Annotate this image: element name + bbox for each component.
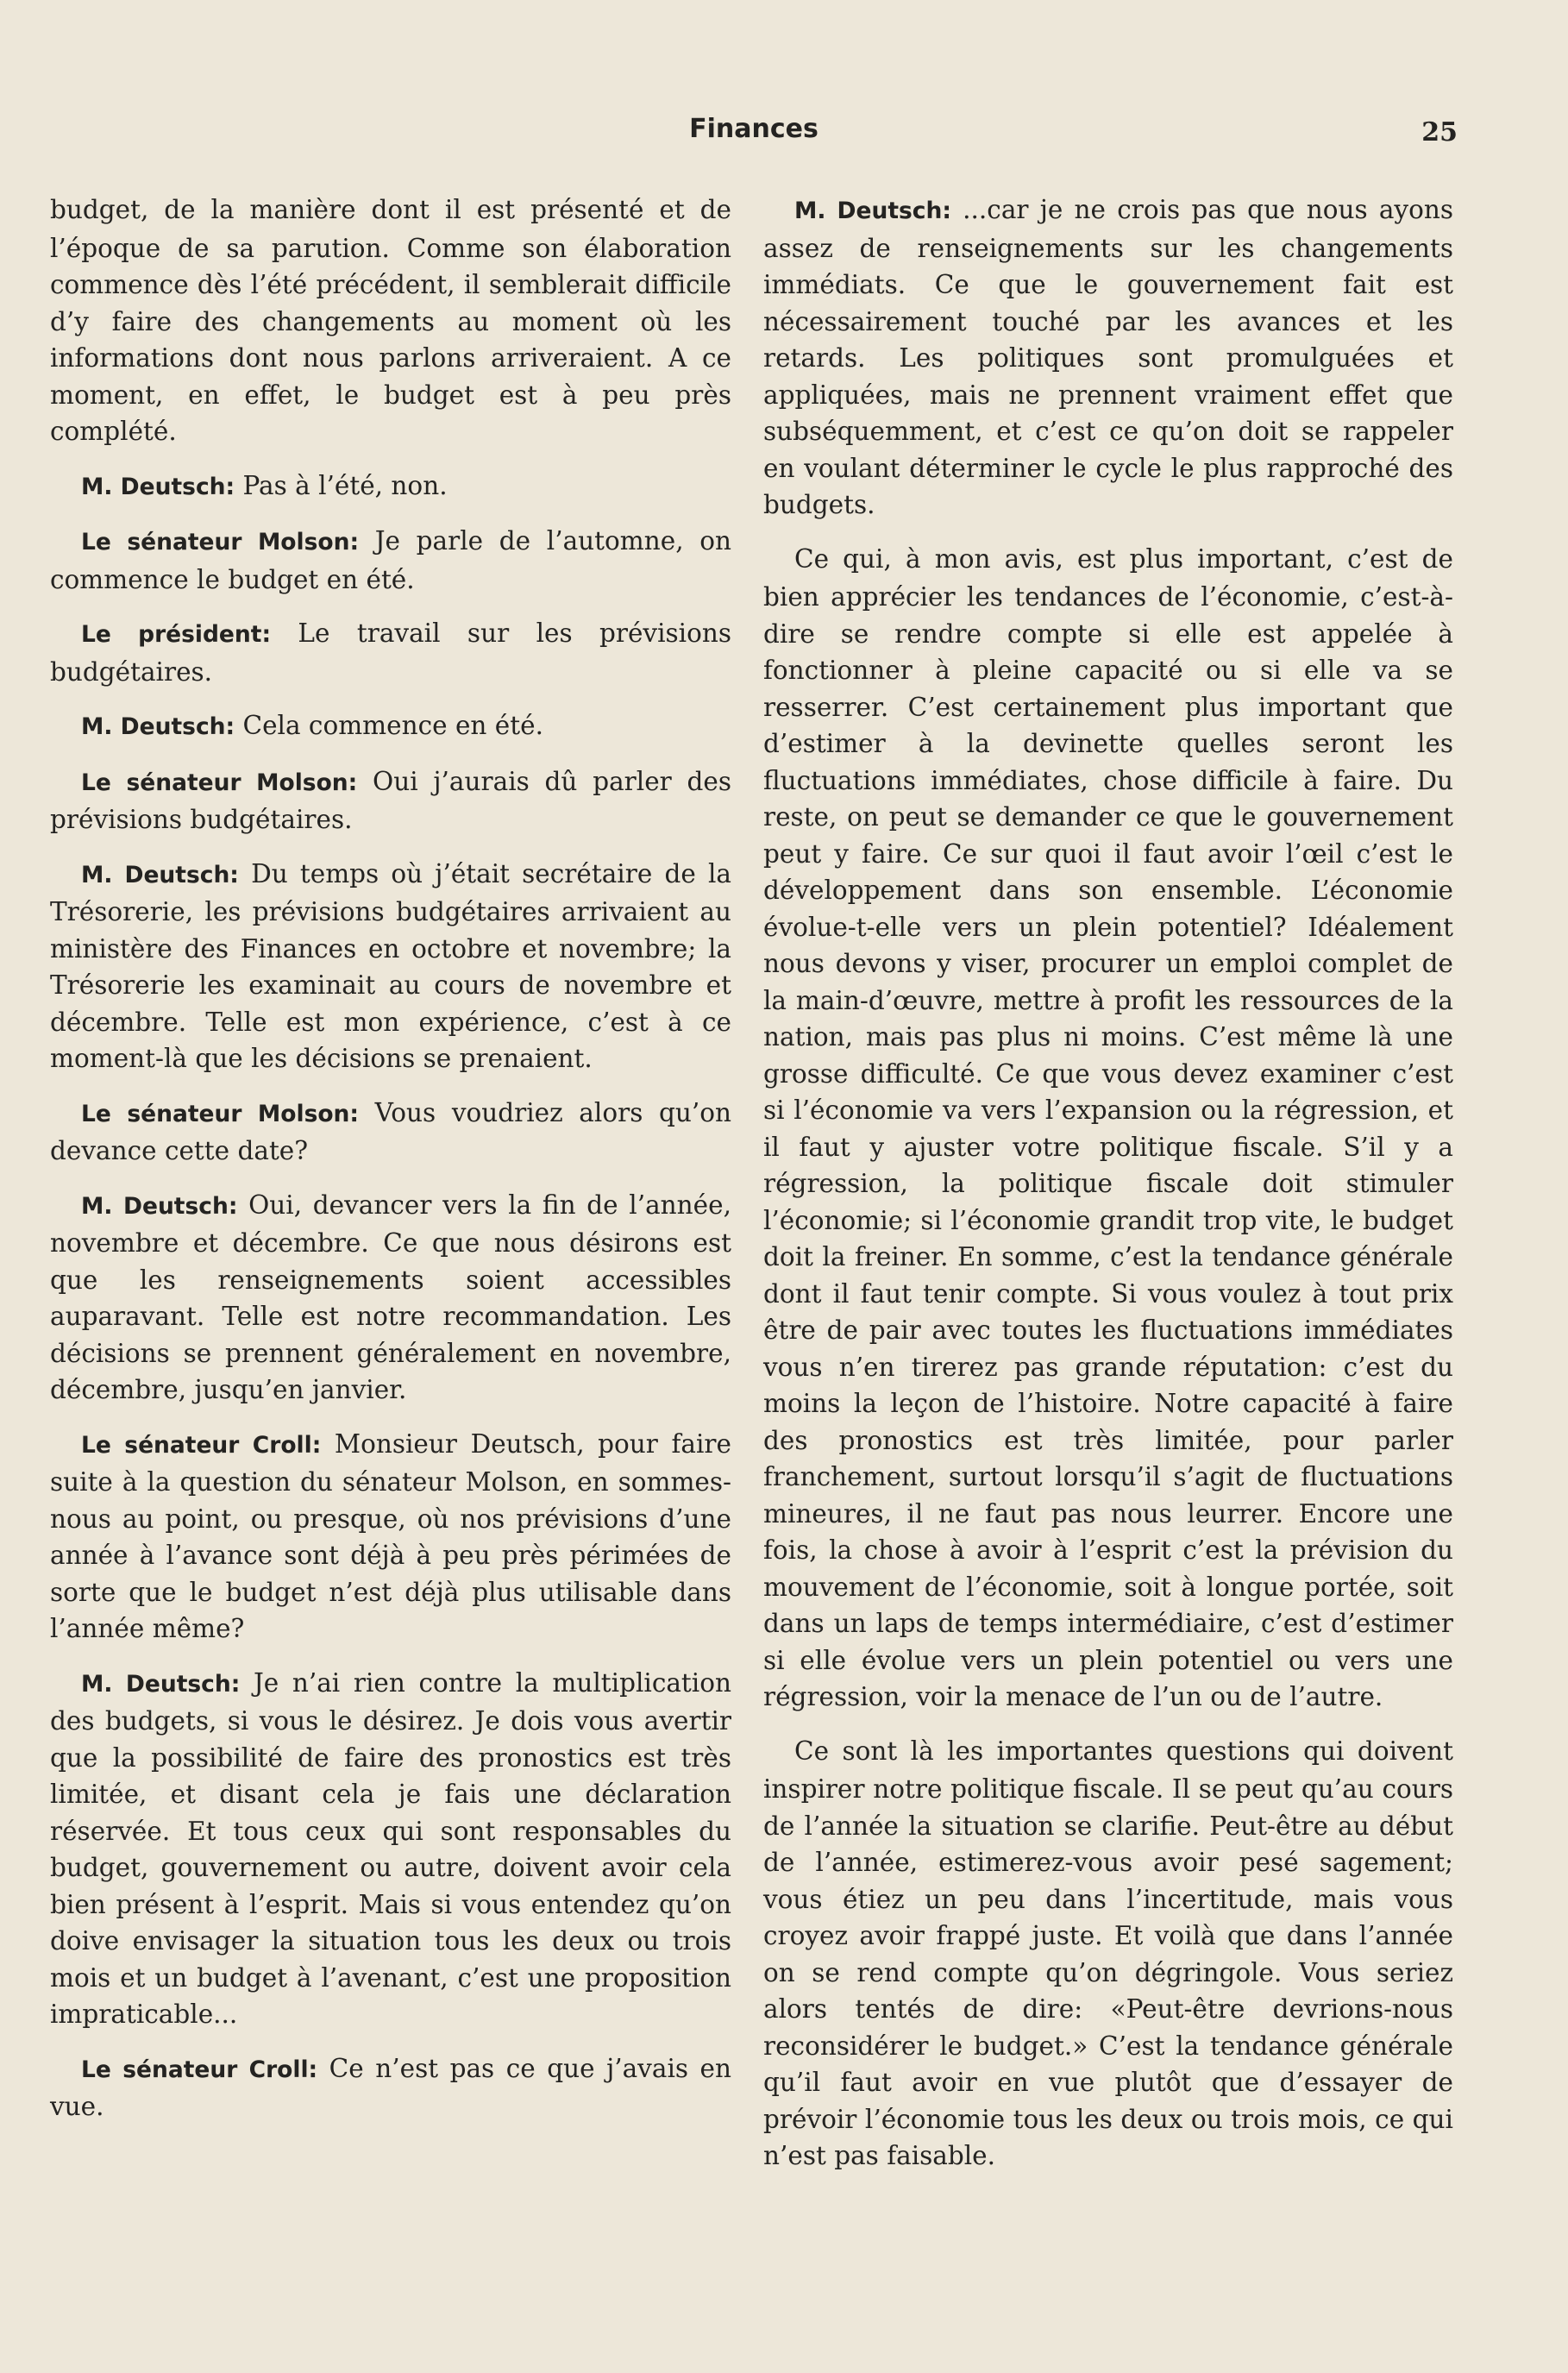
- paragraph: [50, 615, 731, 690]
- page-number: 25: [1421, 117, 1458, 148]
- paragraph: [50, 191, 731, 450]
- paragraph: [763, 1733, 1453, 2175]
- paragraph-text: Ce qui, à mon avis, est plus important, c’est de bien apprécier les tendances de l’économie, c’est-à-dire se rendre compte si elle est appelée à fonctionner à pleine capacité ou si elle va se resserrer. C’est certainement plus important que d’estimer à la devinette quelles seront les fluctuations immédiates, chose difficile à faire. Du reste, on peut se demander ce que le gouvernement peut y faire. Ce sur quoi il faut avoir l’œil c’est le développement dans son ensemble. L’économie évolue-t-elle vers un plein potentiel? Idéalement nous devons y viser, procurer un emploi complet de la main-d’œuvre, mettre à profit les ressources de la nation, mais pas plus ni moins. C’est même là une grosse difficulté. Ce que vous devez examiner c’est si l’économie va vers l’expansion ou la régression, et il faut y ajuster votre politique fiscale. S’il y a régression, la politique fiscale doit stimuler l’économie; si l’économie grandit trop vite, le budget doit la freiner. En somme, c’est la tendance générale dont il faut tenir compte. Si vous voulez à tout prix être de pair avec toutes les fluctuations immédiates vous n’en tirerez pas grande réputation: c’est du moins la leçon de l’histoire. Notre capacité à faire des pronostics est très limitée, pour parler franchement, surtout lorsqu’il s’agit de fluctuations mineures, il ne faut pas nous leurrer. Encore une fois, la chose à avoir à l’esprit c’est la prévision du mouvement de l’économie, soit à longue portée, soit dans un laps de temps intermédiaire, c’est d’estimer si elle évolue vers un plein potentiel ou vers une régression, voir la menace de l’un ou de l’autre.: [763, 543, 1453, 1711]
- paragraph: [50, 1187, 731, 1409]
- speaker-label: Le sénateur Croll:: [81, 2056, 318, 2083]
- paragraph-text: Je n’ai rien contre la multiplication des budgets, si vous le désirez. Je dois vous avertir que la possibilité de faire des pronostics est très limitée, et disant cela je fais une déclaration réservée. Et tous ceux qui sont responsables du budget, gouvernement ou autre, doivent avoir cela bien présent à l’esprit. Mais si vous entendez qu’on doive envisager la situation tous les deux ou trois mois et un budget à l’avenant, c’est une proposition impraticable...: [50, 1667, 731, 2029]
- speaker-label: M. Deutsch:: [81, 861, 239, 888]
- speaker-label: M. Deutsch:: [794, 198, 951, 224]
- paragraph-text: Oui j’aurais dû parler des prévisions budgétaires.: [50, 766, 732, 834]
- paragraph-text: Pas à l’été, non.: [235, 470, 448, 500]
- left-column: [50, 191, 731, 2143]
- paragraph: [50, 856, 731, 1077]
- running-title: Finances: [689, 114, 818, 144]
- paragraph: [50, 468, 731, 506]
- speaker-label: M. Deutsch:: [81, 1670, 241, 1698]
- speaker-label: M. Deutsch:: [81, 1192, 238, 1220]
- speaker-label: Le sénateur Croll:: [81, 1431, 322, 1459]
- speaker-label: Le sénateur Molson:: [81, 529, 360, 556]
- paragraph-text: Vous voudriez alors qu’on devance cette date?: [50, 1097, 731, 1165]
- speaker-label: M. Deutsch:: [81, 473, 235, 500]
- paragraph: [50, 1665, 731, 2033]
- paragraph: [50, 763, 731, 838]
- paragraph-text: Le travail sur les prévisions budgétaires.: [50, 618, 732, 687]
- paragraph: [50, 523, 731, 598]
- paragraph-text: Oui, devancer vers la fin de l’année, novembre et décembre. Ce que nous désirons est que les renseignements soient accessibles auparavant. Telle est notre recommandation. Les décisions se prennent généralement en novembre, décembre, jusqu’en janvier.: [50, 1190, 731, 1404]
- speaker-label: Le sénateur Molson:: [81, 1100, 360, 1127]
- paragraph-text: Monsieur Deutsch, pour faire suite à la question du sénateur Molson, en sommes-nous au point, ou presque, où nos prévisions d’une année à l’avance sont déjà à peu près périmées de sorte que le budget n’est déjà plus utilisable dans l’année même?: [50, 1428, 731, 1643]
- paragraph-text: Cela commence en été.: [235, 711, 543, 740]
- speaker-label: Le sénateur Molson:: [81, 769, 358, 796]
- paragraph-text: budget, de la manière dont il est présenté et de l’époque de sa parution. Comme son élaboration commence dès l’été précédent, il semblerait difficile d’y faire des changements au moment où les informations dont nous parlons arriveraient. A ce moment, en effet, le budget est à peu près complété.: [50, 195, 731, 446]
- right-column: [763, 191, 1453, 2192]
- paragraph: [50, 2050, 731, 2125]
- paragraph: [50, 1095, 731, 1170]
- paragraph: [763, 541, 1453, 1716]
- paragraph: [50, 707, 731, 746]
- paragraph-text: Ce n’est pas ce que j’avais en vue.: [50, 2053, 731, 2121]
- paragraph-text: Je parle de l’automne, on commence le budget en été.: [50, 526, 732, 594]
- paragraph: [763, 191, 1453, 524]
- paragraph: [50, 1426, 731, 1648]
- page-header: [50, 114, 1458, 157]
- speaker-label: M. Deutsch:: [81, 713, 235, 740]
- speaker-label: Le président:: [81, 621, 272, 648]
- paragraph-text: Du temps où j’était secrétaire de la Trésorerie, les prévisions budgétaires arrivaient au ministère des Finances en octobre et novembre; la Trésorerie les examinait au cours de novembre et décembre. Telle est mon expérience, c’est à ce moment-là que les décisions se prenaient.: [50, 858, 731, 1073]
- paragraph-text: Ce sont là les importantes questions qui doivent inspirer notre politique fiscale. Il se peut qu’au cours de l’année la situation se clarifie. Peut-être au début de l’année, estimerez-vous avoir pesé sagement; vous étiez un peu dans l’incertitude, mais vous croyez avoir frappé juste. Et voilà que dans l’année on se rend compte qu’on dégringole. Vous seriez alors tentés de dire: «Peut-être devrions-nous reconsidérer le budget.» C’est la tendance générale qu’il faut avoir en vue plutôt que d’essayer de prévoir l’économie tous les deux ou trois mois, ce qui n’est pas faisable.: [763, 1736, 1453, 2170]
- paragraph-text: ...car je ne crois pas que nous ayons assez de renseignements sur les changements immédiats. Ce que le gouvernement fait est nécessairement touché par les avances et les retards. Les politiques sont promulguées et appliquées, mais ne prennent vraiment effet que subséquemment, et c’est ce qu’on doit se rappeler en voulant déterminer le cycle le plus rapproché des budgets.: [763, 195, 1453, 519]
